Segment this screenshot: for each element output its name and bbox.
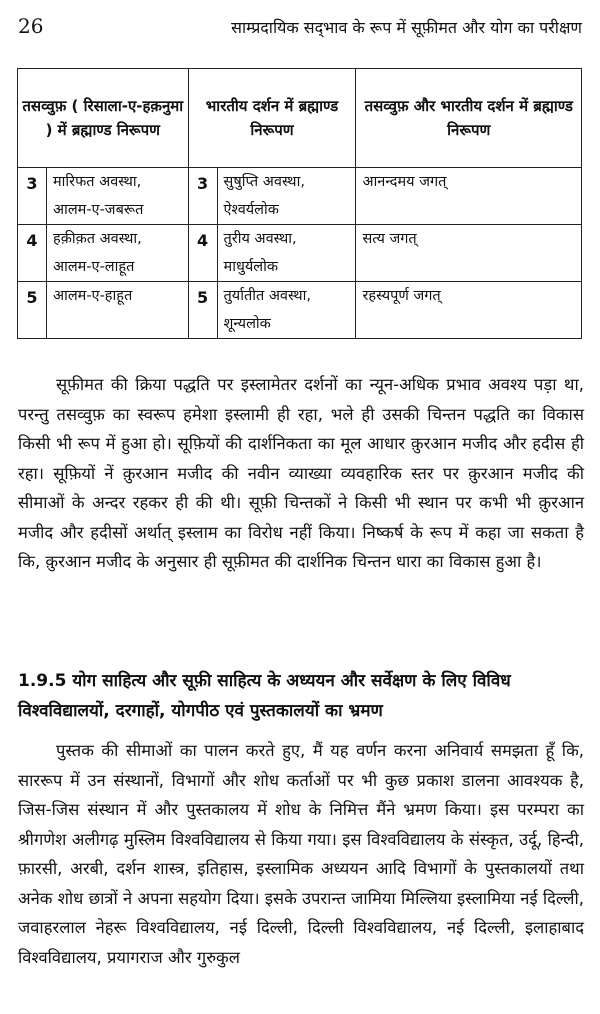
row-number: 5	[188, 282, 217, 339]
cell-line: आलम-ए-जबरूत	[53, 202, 144, 218]
running-title: साम्प्रदायिक सद्‌भाव के रूप में सूफ़ीमत और योग का परीक्षण	[231, 18, 582, 37]
combined-world: आनन्दमय जगत्	[356, 168, 582, 225]
table-row	[18, 168, 582, 225]
body-paragraph: सूफ़ीमत की क्रिया पद्धति पर इस्लामेतर दर्शनों का न्यून-अधिक प्रभाव अवश्य पड़ा था, परन्तु तसव्वुफ़ का स्वरूप हमेशा इस्लामी ही रहा, भले ही उसकी चिन्तन पद्धति का विकास किसी भी रूप में हुआ हो। सूफ़ियों की दार्शनिकता का मूल आधार क़ुरआन मजीद और हदीस ही रहा। सूफ़ियों नें क़ुरआन मजीद की नवीन व्याख्या व्यवहारिक स्तर पर क़ुरआन मजीद की सीमाओं के अन्दर रहकर ही की थी। सूफ़ी चिन्तकों ने किसी भी स्थान पर कभी भी क़ुरआन मजीद और हदीसों अर्थात् इस्लाम का विरोध नहीं किया। निष्कर्ष के रूप में कहा जा सकता है कि, क़ुरआन मजीद के अनुसार ही सूफ़ीमत की दार्शनिक चिन्तन धारा का विकास हुआ है।	[18, 375, 584, 571]
header-tasawwuf: तसव्वुफ़ ( रिसाला-ए-हक़नुमा ) में ब्रह्माण्ड निरूपण	[18, 69, 189, 168]
cell-line: तुरीय अवस्था,	[223, 231, 297, 247]
tasawwuf-state	[47, 282, 189, 339]
indian-state	[217, 168, 356, 225]
table-header-row	[18, 69, 582, 168]
cosmology-comparison-table	[17, 68, 582, 339]
table-row	[18, 225, 582, 282]
page-number: 26	[18, 14, 44, 38]
page-header	[18, 14, 582, 38]
cell-line: मारिफत अवस्था,	[53, 174, 142, 190]
cell-line: ऐश्वर्यलोक	[223, 202, 279, 218]
cell-line: माधुर्यलोक	[223, 259, 279, 275]
tasawwuf-state	[47, 168, 189, 225]
cell-line: आलम-ए-हाहूत	[53, 288, 133, 304]
combined-world: सत्य जगत्	[356, 225, 582, 282]
table-row	[18, 282, 582, 339]
section-heading: 1.9.5 योग साहित्य और सूफ़ी साहित्य के अध्ययन और सर्वेक्षण के लिए विविध विश्वविद्यालयों, दरगाहों, योगपीठ एवं पुस्तकालयों का भ्रमण	[18, 671, 511, 721]
header-indian-philosophy: भारतीय दर्शन में ब्रह्माण्ड निरूपण	[188, 69, 356, 168]
row-number: 3	[188, 168, 217, 225]
header-comparison: तसव्वुफ़ और भारतीय दर्शन में ब्रह्माण्ड निरूपण	[356, 69, 582, 168]
row-number: 3	[18, 168, 47, 225]
combined-world: रहस्यपूर्ण जगत्	[356, 282, 582, 339]
row-number: 5	[18, 282, 47, 339]
cell-line: हक़ीक़त अवस्था,	[53, 231, 142, 247]
cell-line: सुषुप्ति अवस्था,	[223, 174, 305, 190]
indian-state	[217, 282, 356, 339]
cell-line: शून्यलोक	[223, 316, 271, 332]
cell-line: आलम-ए-लाहूत	[53, 259, 135, 275]
indian-state	[217, 225, 356, 282]
row-number: 4	[188, 225, 217, 282]
tasawwuf-state	[47, 225, 189, 282]
cell-line: तुर्यातीत अवस्था,	[223, 288, 311, 304]
row-number: 4	[18, 225, 47, 282]
body-paragraph: पुस्तक की सीमाओं का पालन करते हुए, मैं यह वर्णन करना अनिवार्य समझता हूँ कि, साररूप में उन संस्थानों, विभागों और शोध कर्ताओं पर भी कुछ प्रकाश डालना आवश्यक है, जिस-जिस संस्थान में और पुस्तकालय में शोध के निमित्त मैंने भ्रमण किया। इस परम्परा का श्रीगणेश अलीगढ़ मुस्लिम विश्वविद्यालय से किया गया। इस विश्वविद्यालय के संस्कृत, उर्दू, हिन्दी, फ़ारसी, अरबी, दर्शन शास्त्र, इतिहास, इस्लामिक अध्ययन आदि विभागों के पुस्तकालयों तथा अनेक शोध छात्रों ने अपना सहयोग दिया। इसके उपरान्त जामिया मिल्लिया इस्लामिया नई दिल्ली, जवाहरलाल नेहरू विश्वविद्यालय, नई दिल्ली, दिल्ली विश्वविद्यालय, नई दिल्ली, इलाहाबाद विश्वविद्यालय, प्रयागराज और गुरुकुल	[18, 741, 584, 967]
